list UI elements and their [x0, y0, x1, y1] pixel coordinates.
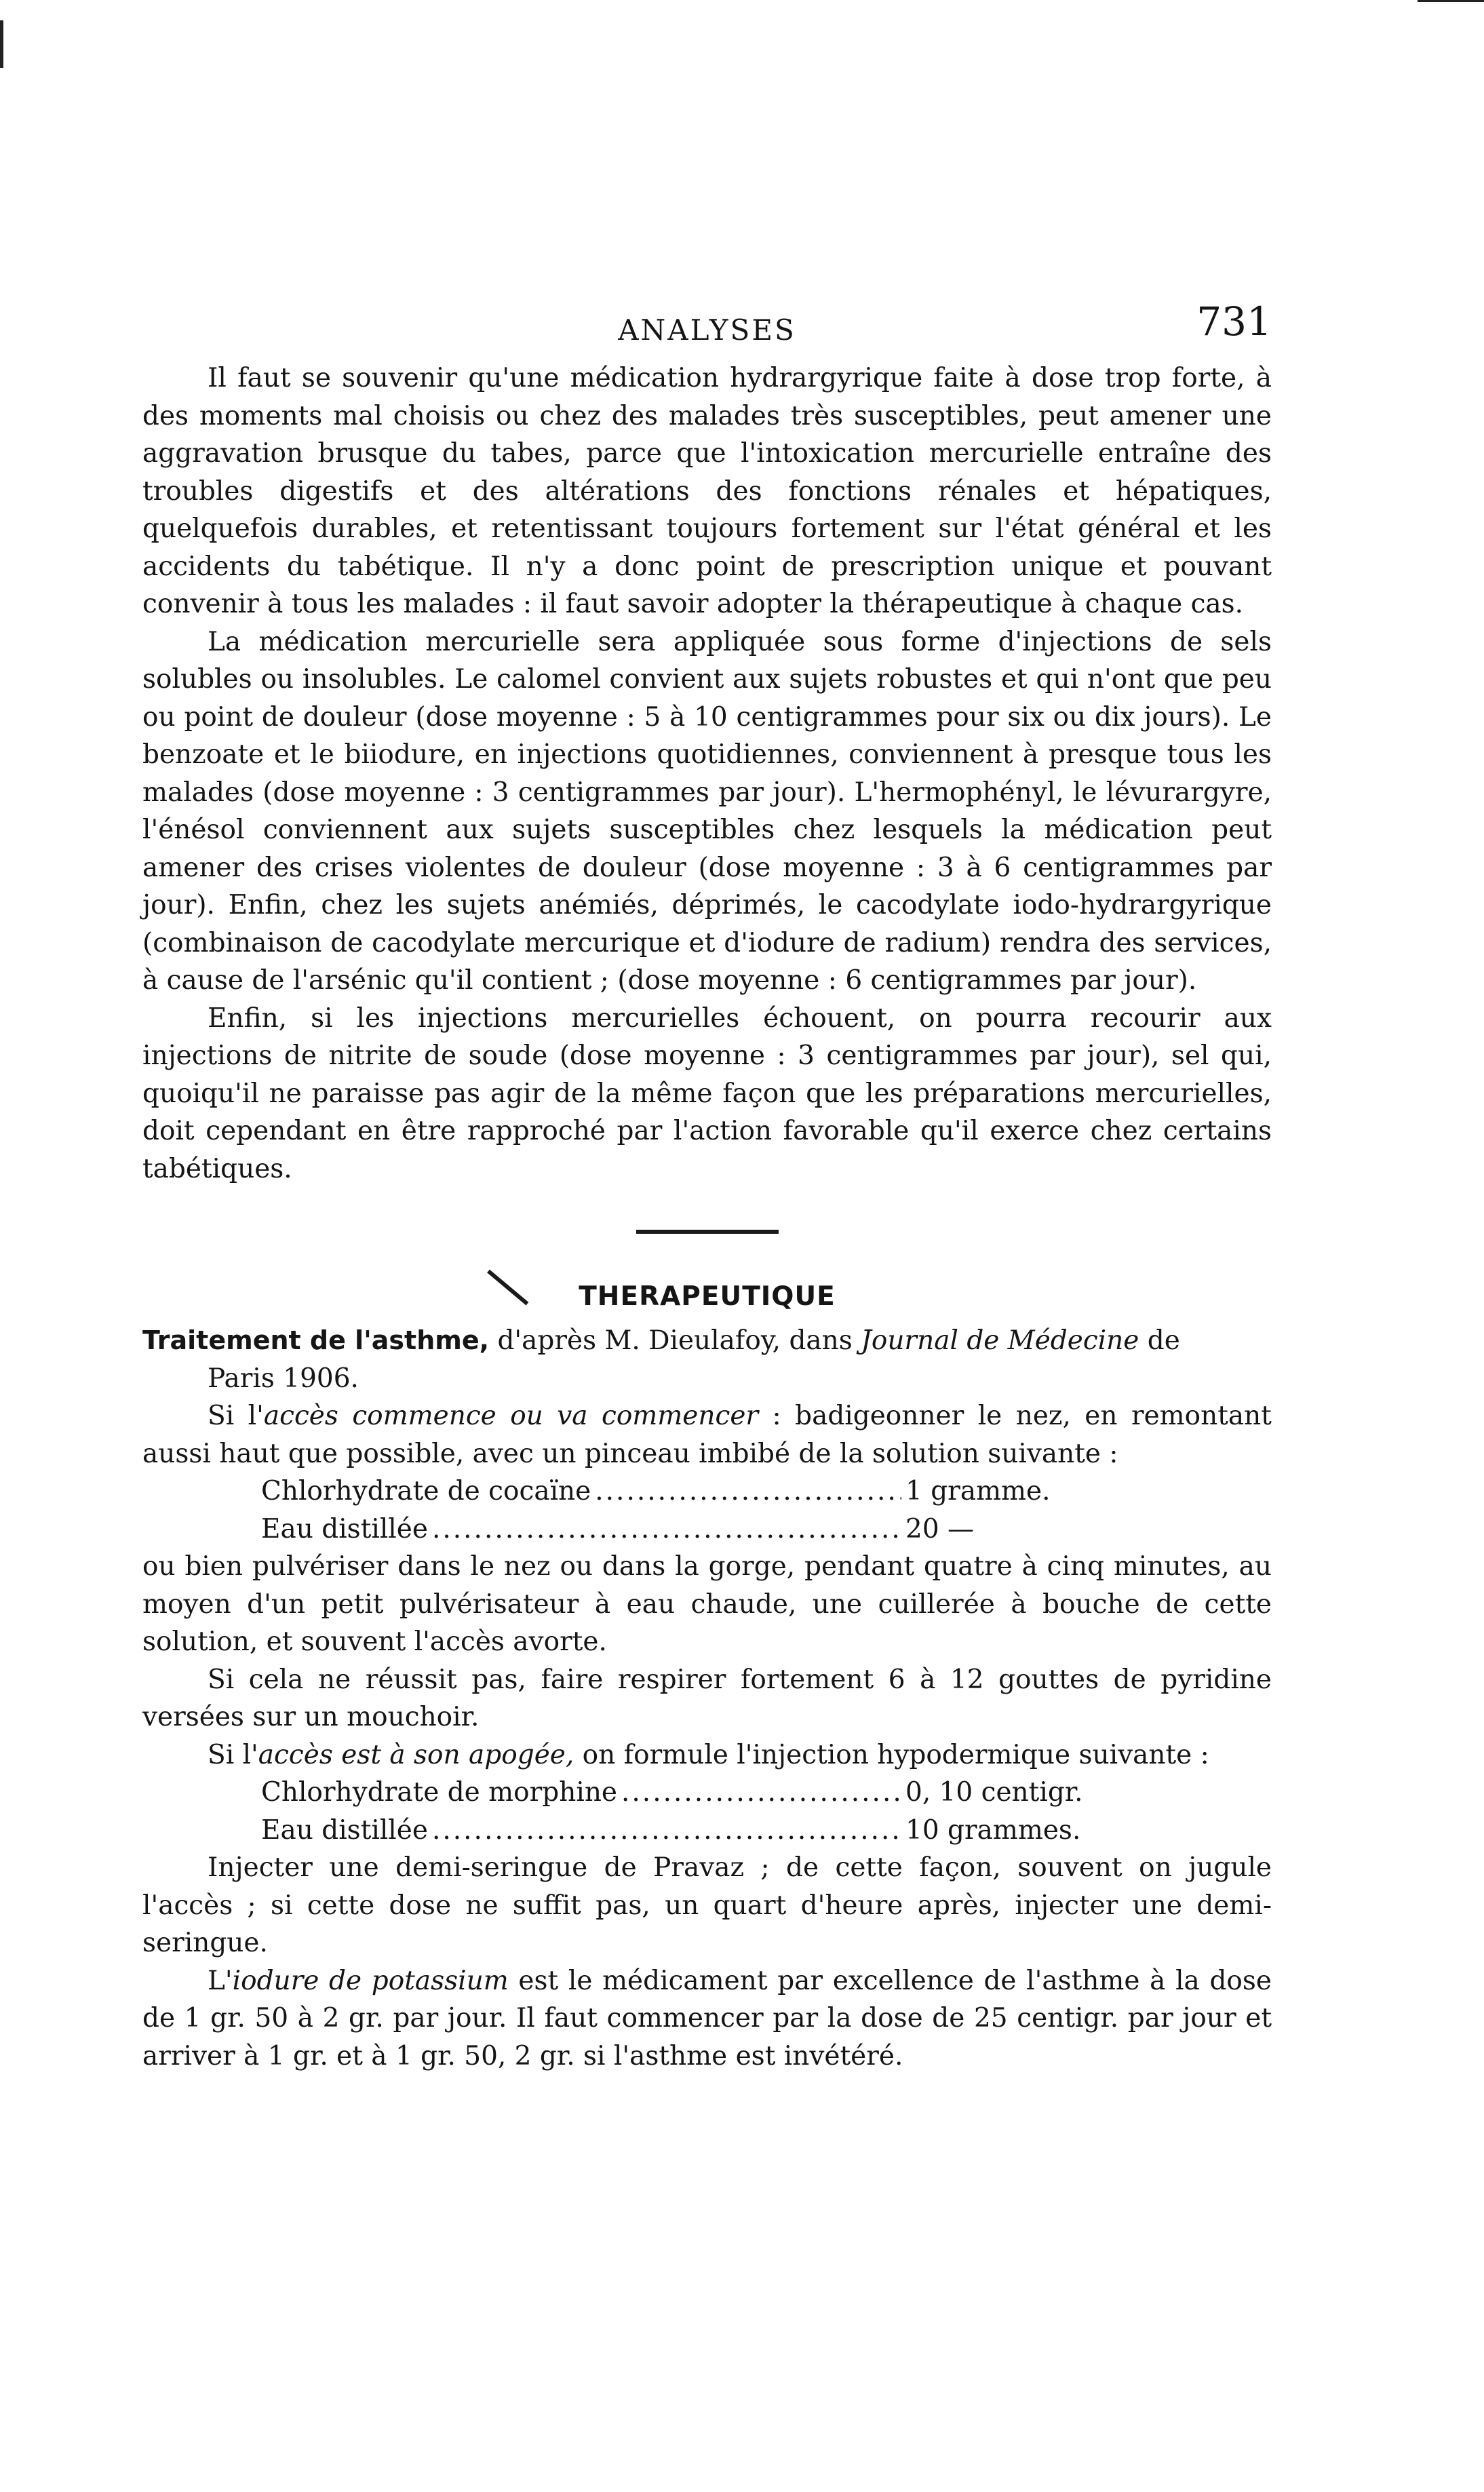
- formula-ingredient: Eau distillée: [261, 1513, 428, 1544]
- formula-ingredient: Chlorhydrate de morphine: [261, 1777, 618, 1808]
- intro-paragraph-2: La médication mercurielle sera appliquée sous forme d'injections de sels solubles ou insolubles. Le calomel convient aux sujets robustes et qui n'ont que peu ou point de douleur (dose moyenne : 5 à 10 centigrammes pour six ou dix jours). Le benzoate et le biiodure, en injections quotidiennes, conviennent à presque tous les malades (dose moyenne : 3 centigrammes par jour). L'hermophényl, le lévurargyre, l'énésol conviennent aux sujets susceptibles chez lesquels la médication peut amener des crises violentes de douleur (dose moyenne : 3 à 6 centigrammes par jour). Enfin, chez les sujets anémiés, déprimés, le cacodylate iodo-hydrargyrique (combinaison de cacodylate mercurique et d'iodure de radium) rendra des services, à cause de l'arsénic qu'il contient ; (dose moyenne : 6 centigrammes par jour).: [142, 626, 1272, 996]
- article-title-line: [142, 1322, 1272, 1360]
- formula-row: [261, 1812, 1109, 1850]
- article-source-prefix: d'après M. Dieulafoy, dans: [489, 1325, 861, 1356]
- body-paragraph-3: Si cela ne réussit pas, faire respirer fortement 6 à 12 gouttes de pyridine versées sur un mouchoir.: [142, 1664, 1272, 1732]
- formula-dose: 10 grammes.: [905, 1814, 1081, 1846]
- page: [142, 298, 1272, 2075]
- italic-phrase: accès est à son apogée,: [258, 1739, 574, 1770]
- leader-dots: [432, 1511, 901, 1549]
- section-heading-label: THERAPEUTIQUE: [579, 1281, 836, 1312]
- body-paragraph-2: ou bien pulvériser dans le nez ou dans la gorge, pendant quatre à cinq minutes, au moyen d'un petit pulvérisateur à eau chaude, une cuillerée à bouche de cette solution, et souvent l'accès avorte.: [142, 1551, 1272, 1657]
- running-head-title: ANALYSES: [618, 313, 796, 347]
- leader-dots: [595, 1473, 901, 1511]
- leader-dots: [621, 1774, 901, 1812]
- formula-dose: 20 —: [905, 1513, 975, 1544]
- formula-dose: 1 gramme.: [905, 1476, 1051, 1506]
- body-paragraph-1: Si l'accès commence ou va commencer : badigeonner le nez, en remontant aussi haut que possible, avec un pinceau imbibé de la solution suivante :: [142, 1401, 1272, 1469]
- formula-morphine: [261, 1774, 1109, 1849]
- article-title: Traitement de l'asthme,: [142, 1325, 490, 1355]
- article-source-journal: Journal de Médecine: [861, 1325, 1139, 1356]
- section-separator-rule: [636, 1230, 779, 1234]
- intro-paragraph-3: Enfin, si les injections mercurielles échouent, on pourra recourir aux injections de nitrite de soude (dose moyenne : 3 centigrammes par jour), sel qui, quoiqu'il ne paraisse pas agir de la même façon que les préparations mercurielles, doit cependant en être rapproché par l'action favorable qu'il exerce chez certains tabétiques.: [142, 1002, 1272, 1184]
- body-paragraph-5: Injecter une demi-seringue de Pravaz ; de cette façon, souvent on jugule l'accès ; si cette dose ne suffit pas, un quart d'heure après, injecter une demi-seringue.: [142, 1852, 1272, 1958]
- formula-row: [261, 1511, 1109, 1549]
- leader-dots: [432, 1812, 901, 1850]
- running-head: [142, 298, 1272, 359]
- body-paragraph-4: Si l'accès est à son apogée, on formule l'injection hypodermique suivante :: [208, 1739, 1209, 1770]
- body-paragraph-6: L'iodure de potassium est le médicament par excellence de l'asthme à la dose de 1 gr. 50 à 2 gr. par jour. Il faut commencer par la dose de 25 centigr. par jour et arriver à 1 gr. et à 1 gr. 50, 2 gr. si l'asthme est invétéré.: [142, 1965, 1272, 2071]
- formula-ingredient: Eau distillée: [261, 1814, 428, 1846]
- intro-paragraph-1: Il faut se souvenir qu'une médication hydrargyrique faite à dose trop forte, à des moments mal choisis ou chez des malades très susceptibles, peut amener une aggravation brusque du tabes, parce que l'intoxication mercurielle entraîne des troubles digestifs et des altérations des fonctions rénales et hépatiques, quelquefois durables, et retentissant toujours fortement sur l'état général et les accidents du tabétique. Il n'y a donc point de prescription unique et pouvant convenir à tous les malades : il faut savoir adopter la thérapeutique à chaque cas.: [142, 363, 1272, 619]
- formula-cocaine: [261, 1473, 1109, 1548]
- corner-rule-mark: [1418, 0, 1484, 2]
- binding-edge-mark: [0, 20, 3, 68]
- formula-dose: 0, 10 centigr.: [905, 1777, 1083, 1808]
- italic-phrase: accès commence ou va commencer: [263, 1401, 759, 1431]
- page-number: 731: [1196, 298, 1272, 345]
- article-source-line2: Paris 1906.: [208, 1363, 359, 1394]
- article-source-suffix: de: [1139, 1325, 1180, 1356]
- formula-row: [261, 1774, 1109, 1812]
- italic-phrase: iodure de potassium: [232, 1965, 509, 1996]
- section-heading: [142, 1276, 1272, 1322]
- formula-ingredient: Chlorhydrate de cocaïne: [261, 1476, 591, 1506]
- formula-row: [261, 1473, 1109, 1511]
